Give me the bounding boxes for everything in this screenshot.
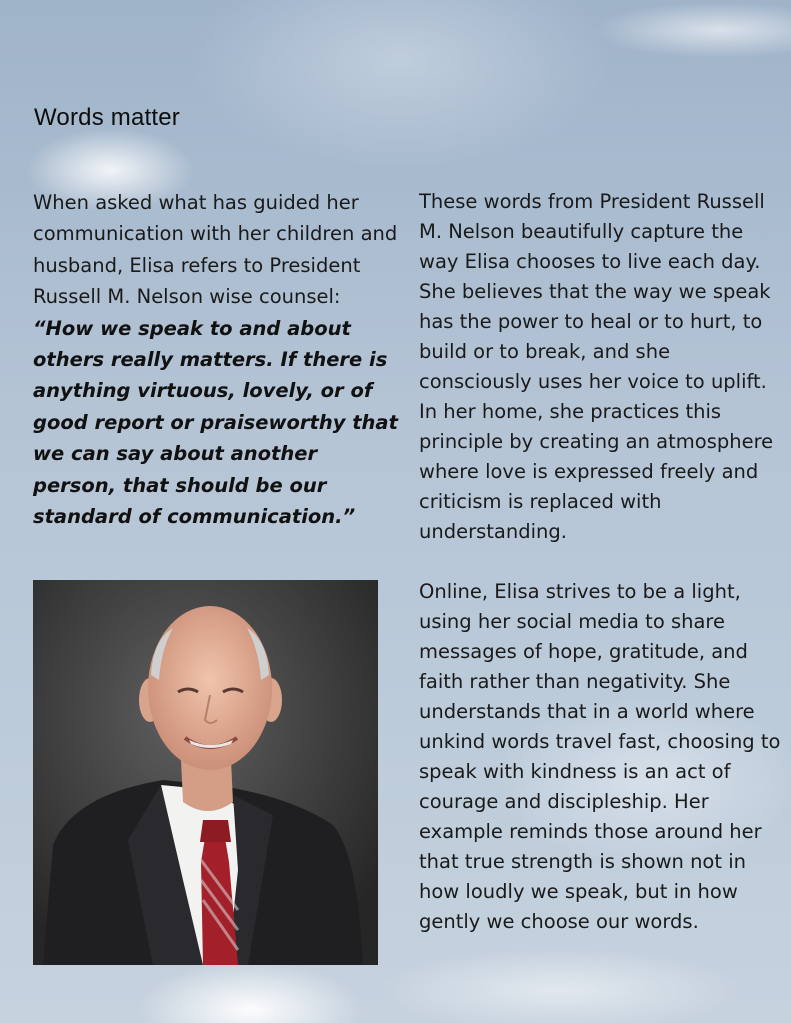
portrait-photo — [33, 580, 378, 965]
left-column — [33, 187, 403, 532]
page-title: Words matter — [34, 104, 180, 131]
paragraph-1: These words from President Russell M. Nelson beautifully capture the way Elisa chooses to live each day. She believes that the way we speak has the power to heal or to hurt, to build or to break, and she consciously uses her voice to uplift. In her home, she practices this principle by creating an atmosphere where love is expressed freely and criticism is replaced with understanding. — [419, 190, 774, 543]
intro-text: When asked what has guided her communication with her children and husband, Elisa refers to President Russell M. Nelson wise counsel: — [33, 191, 398, 309]
right-column — [419, 187, 784, 937]
paragraph-2: Online, Elisa strives to be a light, using her social media to share messages of hope, gratitude, and faith rather than negativity. She understands that in a world where unkind words travel fast, choosing to speak with kindness is an act of courage and discipleship. Her example reminds those around her that true strength is shown not in how loudly we speak, but in how gently we choose our words. — [419, 580, 781, 933]
nelson-quote: “How we speak to and about others really matters. If there is anything virtuous, lovely, or of good report or praiseworthy that we can say about another person, that should be our standard of communication.” — [33, 316, 398, 529]
